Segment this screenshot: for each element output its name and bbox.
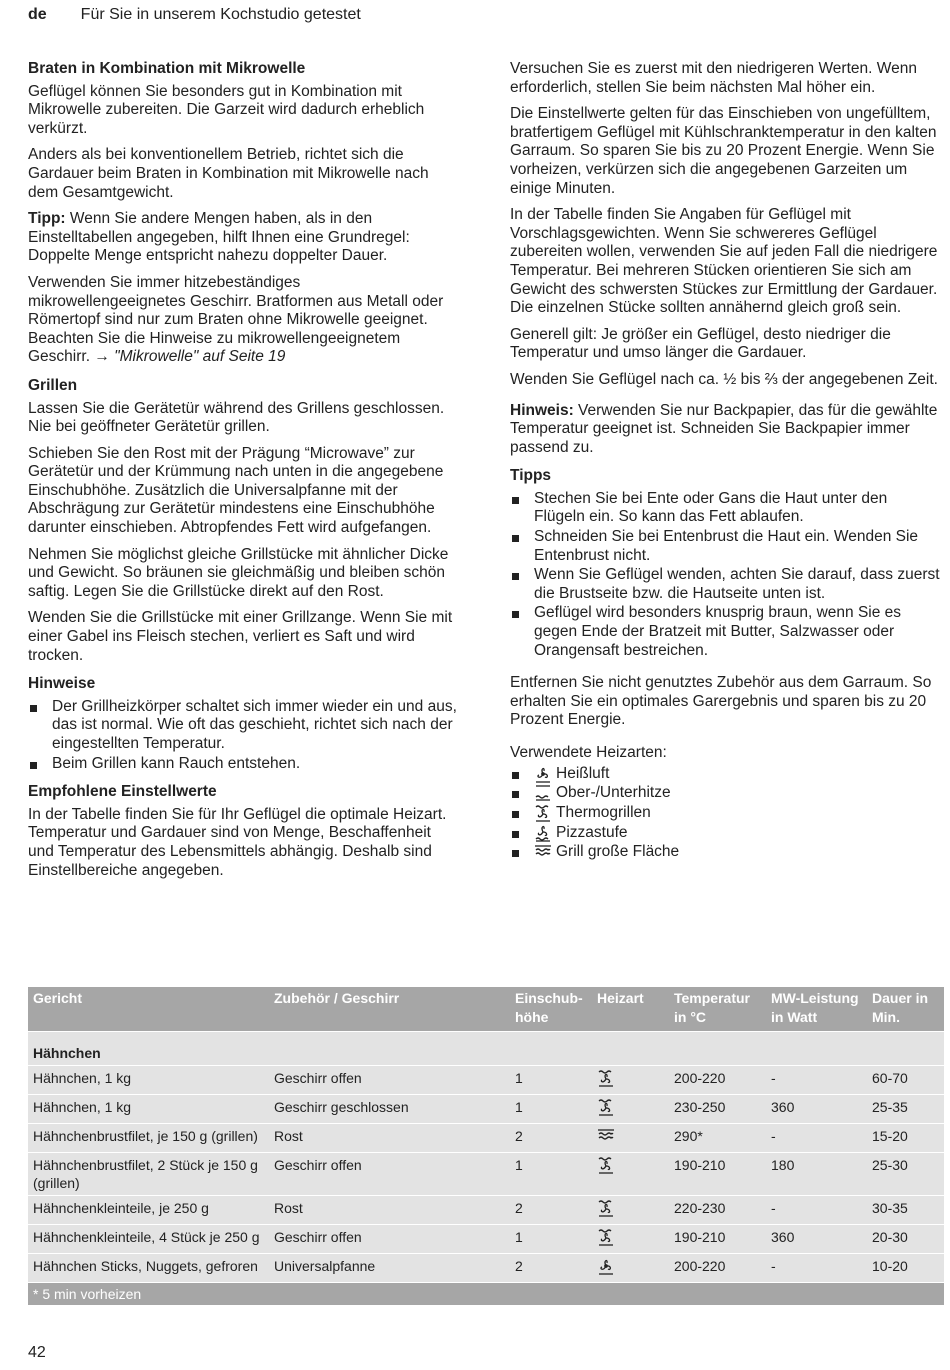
paragraph: In der Tabelle finden Sie für Ihr Geflügel die optimale Heizart. Temperatur und Gardauer sind von Menge, Beschaffenheit und Temperatur des Lebensmittels abhängig. Deshalb sind Einstellbereiche angegeben. [28, 805, 447, 879]
cell-einschub: 1 [510, 1153, 592, 1196]
left-column [28, 60, 460, 888]
paragraph: Wenden Sie Geflügel nach ca. ½ bis ⅔ der angegebenen Zeit. [510, 370, 938, 388]
cell-einschub: 2 [510, 1196, 592, 1225]
header-line: Dauer in [872, 990, 929, 1006]
thermo-grill-icon [597, 1228, 615, 1246]
thermo-grill-icon [597, 1098, 615, 1116]
cell-temperatur: 230-250 [669, 1095, 766, 1124]
cell-gericht: Hähnchen Sticks, Nuggets, gefroren [28, 1254, 269, 1283]
list-item: Beim Grillen kann Rauch entstehen. [28, 755, 460, 774]
table-row [28, 1066, 944, 1095]
page-reference-link[interactable]: "Mikrowelle" auf Seite 19 [114, 348, 286, 366]
cell-gericht: Hähnchenkleinteile, 4 Stück je 250 g [28, 1225, 269, 1254]
top-bottom-heat-icon [534, 784, 554, 802]
cell-zubehoer: Rost [269, 1124, 510, 1153]
paragraph: Entfernen Sie nicht genutztes Zubehör aus dem Garraum. So erhalten Sie ein optimales Garergebnis und sparen bis zu 20 Prozent Energie. [510, 674, 932, 729]
heading-tipps: Tipps [510, 467, 552, 485]
table-row [28, 1124, 944, 1153]
footnote: * 5 min vorheizen [28, 1283, 944, 1306]
cell-zubehoer: Geschirr offen [269, 1066, 510, 1095]
header-dauer [867, 987, 944, 1032]
cell-temperatur: 190-210 [669, 1153, 766, 1196]
right-column [510, 60, 942, 870]
list-item: Der Grillheizkörper schaltet sich immer wieder ein und aus, das ist normal. Wie oft das geschieht, richtet sich nach der eingestellten Temperatur. [28, 698, 460, 754]
table-group-row [28, 1032, 944, 1066]
table-row [28, 1225, 944, 1254]
large-grill-icon [597, 1127, 615, 1145]
table-row [28, 1095, 944, 1124]
paragraph: Wenden Sie die Grillstücke mit einer Grillzange. Wenn Sie mit einer Gabel ins Fleisch stechen, verliert es Saft und wird trocken. [28, 609, 453, 664]
thermo-grill-icon [597, 1069, 615, 1087]
cell-mw-leistung: 360 [766, 1225, 867, 1254]
list-item [510, 765, 942, 784]
tipps-list [510, 490, 942, 660]
cell-gericht: Hähnchenkleinteile, je 250 g [28, 1196, 269, 1225]
heizart-label: Heißluft [556, 764, 610, 782]
list-item [510, 824, 942, 843]
header-line: Temperatur [674, 990, 750, 1006]
cell-dauer: 10-20 [867, 1254, 944, 1283]
header-heizart: Heizart [592, 987, 669, 1032]
cell-heizart [592, 1066, 669, 1095]
header-einschub [510, 987, 592, 1032]
cell-gericht: Hähnchen, 1 kg [28, 1066, 269, 1095]
list-item [510, 784, 942, 803]
hot-air-icon [534, 765, 554, 783]
header-gericht: Gericht [28, 987, 269, 1032]
heizarten-label: Verwendete Heizarten: [510, 744, 667, 761]
cell-zubehoer: Universalpfanne [269, 1254, 510, 1283]
header-line: in Watt [771, 1009, 818, 1025]
cell-heizart [592, 1124, 669, 1153]
page-number: 42 [28, 1344, 46, 1361]
heading-einstellwerte: Empfohlene Einstellwerte [28, 783, 217, 801]
cell-dauer: 30-35 [867, 1196, 944, 1225]
cell-gericht: Hähnchenbrustfilet, 2 Stück je 150 g (grillen) [28, 1153, 269, 1196]
cell-heizart [592, 1196, 669, 1225]
paragraph-geschirr [28, 274, 460, 367]
pizza-setting-icon [534, 824, 554, 842]
paragraph: Die Einstellwerte gelten für das Einschieben von ungefülltem, bratfertigem Geflügel mit Kühlschranktemperatur in den kalten Garraum. So sparen Sie bis zu 20 Prozent Energie. Wenn Sie vorheizen, verkürzen sich die angegebenen Garzeiten um einige Minuten. [510, 105, 937, 197]
heizarten-list [510, 765, 942, 862]
cell-einschub: 1 [510, 1225, 592, 1254]
heizart-label: Grill große Fläche [556, 843, 680, 861]
header-line: in °C [674, 1009, 707, 1025]
list-item: Wenn Sie Geflügel wenden, achten Sie darauf, dass zuerst die Brustseite bzw. die Hautseite unten ist. [510, 566, 942, 603]
cell-temperatur: 200-220 [669, 1066, 766, 1095]
settings-table [28, 987, 944, 1305]
cell-zubehoer: Geschirr offen [269, 1225, 510, 1254]
paragraph: Geflügel können Sie besonders gut in Kombination mit Mikrowelle zubereiten. Die Garzeit wird dadurch erheblich verkürzt. [28, 82, 425, 137]
cell-einschub: 2 [510, 1124, 592, 1153]
table-row [28, 1196, 944, 1225]
cell-mw-leistung: - [766, 1124, 867, 1153]
heizart-label: Ober-/Unterhitze [556, 784, 671, 802]
cell-heizart [592, 1153, 669, 1196]
hot-air-icon [597, 1257, 615, 1275]
cell-temperatur: 220-230 [669, 1196, 766, 1225]
tip-paragraph [28, 210, 460, 266]
cell-temperatur: 190-210 [669, 1225, 766, 1254]
heading-grillen: Grillen [28, 376, 78, 394]
note-text: Verwenden Sie nur Backpapier, das für die gewählte Temperatur geeignet ist. Schneiden Sie Backpapier immer passend zu. [510, 401, 938, 456]
paragraph: Nehmen Sie möglichst gleiche Grillstücke mit ähnlicher Dicke und Gewicht. So bräunen sie gleichmäßig und bleiben schön saftig. Legen Sie die Grillstücke direkt auf den Rost. [28, 545, 449, 600]
heizart-label: Pizzastufe [556, 823, 628, 841]
tip-label: Tipp: [28, 210, 66, 228]
cell-temperatur: 290* [669, 1124, 766, 1153]
list-item [510, 843, 942, 862]
header-title: Für Sie in unserem Kochstudio getestet [80, 6, 361, 23]
cell-temperatur: 200-220 [669, 1254, 766, 1283]
paragraph: Versuchen Sie es zuerst mit den niedrigeren Werten. Wenn erforderlich, stellen Sie beim nächsten Mal höher ein. [510, 60, 917, 96]
thermo-grill-icon [597, 1199, 615, 1217]
cell-heizart [592, 1254, 669, 1283]
thermo-grill-icon [597, 1156, 615, 1174]
list-item: Geflügel wird besonders knusprig braun, wenn Sie es gegen Ende der Bratzeit mit Butter, Salzwasser oder Orangensaft bestreichen. [510, 604, 942, 660]
cell-dauer: 25-35 [867, 1095, 944, 1124]
arrow-icon: → [94, 348, 110, 366]
cell-zubehoer: Geschirr offen [269, 1153, 510, 1196]
list-item [510, 804, 942, 823]
header-mw-leistung [766, 987, 867, 1032]
paragraph: Schieben Sie den Rost mit der Prägung “Microwave” zur Gerätetür und der Krümmung nach unten in die angegebene Einschubhöhe. Zusätzlich die Universalpfanne mit der Abschrägung zur Gerätetür mindestens eine Einschubhöhe darunter einschieben. Abtropfendes Fett wird aufgefangen. [28, 444, 444, 537]
cell-zubehoer: Rost [269, 1196, 510, 1225]
paragraph: Lassen Sie die Gerätetür während des Grillens geschlossen. Nie bei geöffneter Gerätetür grillen. [28, 399, 445, 436]
large-grill-icon [534, 843, 554, 861]
cell-zubehoer: Geschirr geschlossen [269, 1095, 510, 1124]
header-temperatur [669, 987, 766, 1032]
heizart-label: Thermogrillen [556, 804, 651, 822]
cell-dauer: 25-30 [867, 1153, 944, 1196]
cell-dauer: 60-70 [867, 1066, 944, 1095]
cell-heizart [592, 1095, 669, 1124]
heading-hinweise: Hinweise [28, 675, 96, 693]
cell-einschub: 1 [510, 1095, 592, 1124]
table-header-row [28, 987, 944, 1032]
group-label: Hähnchen [28, 1032, 944, 1066]
table-footnote-row [28, 1283, 944, 1306]
tip-text: Wenn Sie andere Mengen haben, als in den Einstelltabellen angegeben, hilft Ihnen eine Grundregel: Doppelte Menge entspricht nahezu doppelter Dauer. [28, 210, 410, 265]
header-zubehoer: Zubehör / Geschirr [269, 987, 510, 1032]
header-line: Min. [872, 1009, 900, 1025]
cell-mw-leistung: 360 [766, 1095, 867, 1124]
header-line: Einschub- [515, 990, 583, 1006]
list-item: Schneiden Sie bei Entenbrust die Haut ein. Wenden Sie Entenbrust nicht. [510, 528, 942, 565]
table-row [28, 1254, 944, 1283]
page-header [28, 6, 361, 24]
cell-gericht: Hähnchen, 1 kg [28, 1095, 269, 1124]
header-line: höhe [515, 1009, 549, 1025]
note-paragraph [510, 402, 942, 458]
paragraph: Generell gilt: Je größer ein Geflügel, desto niedriger die Temperatur und umso länger die Gardauer. [510, 325, 891, 362]
hinweise-list [28, 698, 460, 773]
cell-mw-leistung: - [766, 1196, 867, 1225]
cell-einschub: 2 [510, 1254, 592, 1283]
heading-braten-mikrowelle: Braten in Kombination mit Mikrowelle [28, 60, 306, 77]
list-item: Stechen Sie bei Ente oder Gans die Haut unter den Flügeln ein. So kann das Fett ablaufen. [510, 490, 942, 527]
cell-dauer: 15-20 [867, 1124, 944, 1153]
paragraph-text: Verwenden Sie immer hitzebeständiges mikrowellengeeignetes Geschirr. Bratformen aus Metall oder Römertopf sind nur zum Braten ohne Mikrowelle geeignet. Beachten Sie die Hinweise zu mikrowellengeeignetem Geschirr. [28, 273, 444, 366]
language-code: de [28, 6, 47, 23]
cell-dauer: 20-30 [867, 1225, 944, 1254]
table-row [28, 1153, 944, 1196]
thermo-grill-icon [534, 804, 554, 822]
cell-mw-leistung: 180 [766, 1153, 867, 1196]
cell-heizart [592, 1225, 669, 1254]
cell-einschub: 1 [510, 1066, 592, 1095]
paragraph: Anders als bei konventionellem Betrieb, richtet sich die Gardauer beim Braten in Kombination mit Mikrowelle nach dem Gesamtgewicht. [28, 146, 429, 201]
cell-mw-leistung: - [766, 1066, 867, 1095]
cell-mw-leistung: - [766, 1254, 867, 1283]
cell-gericht: Hähnchenbrustfilet, je 150 g (grillen) [28, 1124, 269, 1153]
header-line: MW-Leistung [771, 990, 859, 1006]
note-label: Hinweis: [510, 401, 574, 419]
paragraph: In der Tabelle finden Sie Angaben für Geflügel mit Vorschlagsgewichten. Wenn Sie schwereres Geflügel zubereiten wollen, verwenden Sie auf jeden Fall die niedrigere Temperatur. Bei mehreren Stücken orientieren Sie sich am Gewicht des schwersten Stückes zur Ermittlung der Gardauer. Die einzelnen Stücke sollten annähernd gleich groß sein. [510, 206, 938, 317]
